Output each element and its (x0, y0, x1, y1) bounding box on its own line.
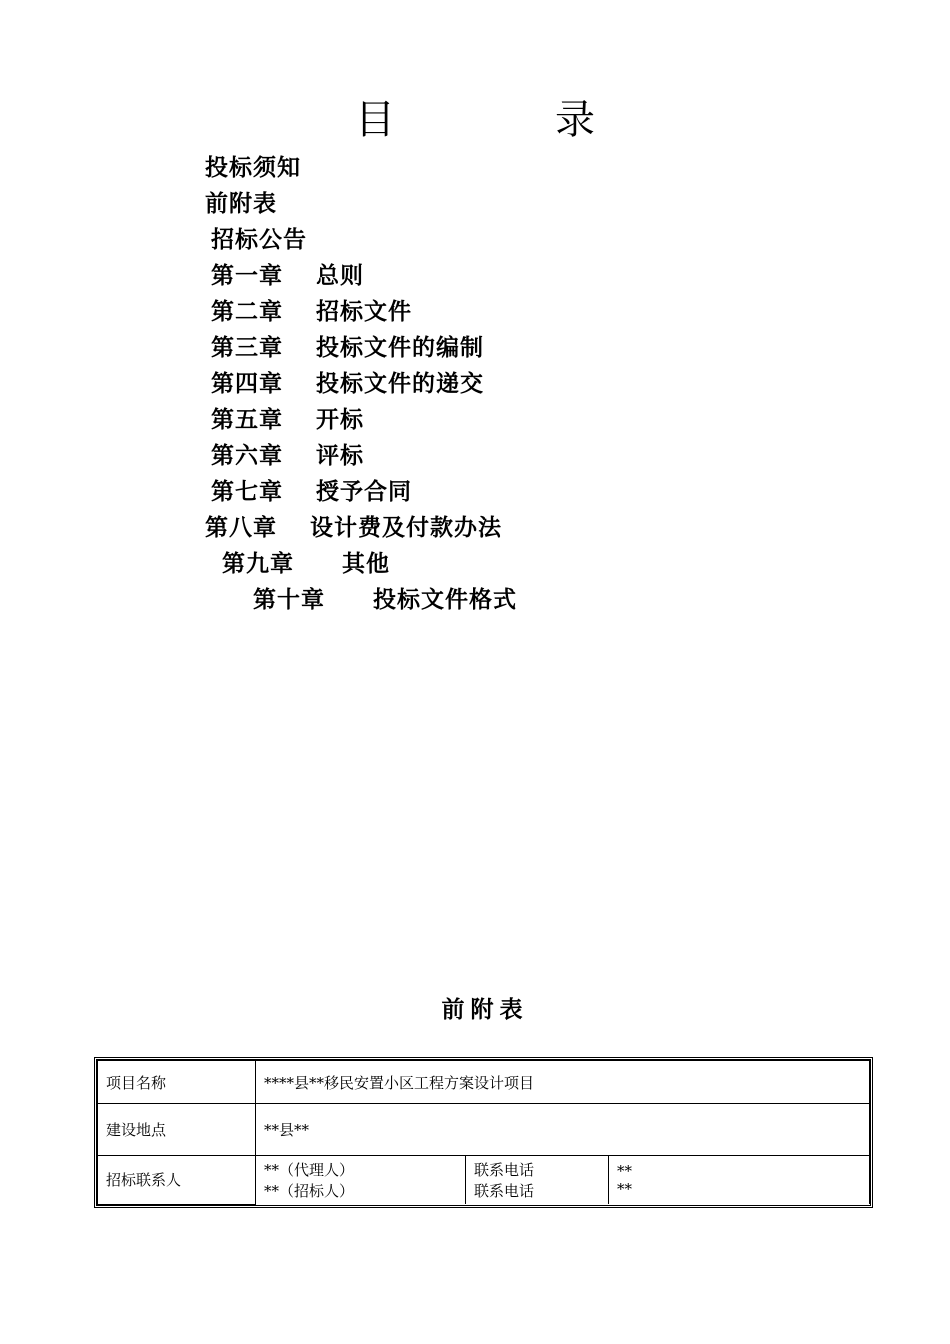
contact-agent: **（代理人） (256, 1156, 466, 1181)
toc-item-chapter-4[interactable]: 第四章 投标文件的递交 (211, 371, 485, 397)
toc-item-chapter-6[interactable]: 第六章 评标 (211, 443, 365, 469)
toc-item-chapter-3[interactable]: 第三章 投标文件的编制 (211, 335, 485, 361)
toc-title: 目 录 (355, 97, 655, 143)
contact-label: 招标联系人 (98, 1156, 256, 1205)
phone-value-tenderer: ** (609, 1180, 870, 1204)
toc-item-chapter-5[interactable]: 第五章 开标 (211, 407, 365, 433)
location-label: 建设地点 (98, 1104, 256, 1156)
toc-item-chapter-2[interactable]: 第二章 招标文件 (211, 299, 413, 325)
appendix-table (97, 1060, 870, 1205)
location-value: **县** (256, 1104, 870, 1156)
phone-value-agent: ** (609, 1156, 870, 1181)
toc-item-chapter-1[interactable]: 第一章 总则 (211, 263, 365, 289)
toc-item-bidder-instructions[interactable]: 投标须知 (205, 155, 301, 181)
table-row (98, 1061, 870, 1104)
toc-item-appendix[interactable]: 前附表 (205, 191, 277, 217)
project-name-label: 项目名称 (98, 1061, 256, 1104)
contact-tenderer: **（招标人） (256, 1180, 466, 1204)
appendix-title: 前附表 (441, 997, 529, 1023)
phone-label-agent: 联系电话 (466, 1156, 609, 1181)
table-row (98, 1104, 870, 1156)
toc-item-chapter-10[interactable]: 第十章 投标文件格式 (253, 587, 517, 613)
toc-item-chapter-8[interactable]: 第八章 设计费及付款办法 (205, 515, 503, 541)
toc-item-tender-notice[interactable]: 招标公告 (211, 227, 307, 253)
table-row (98, 1156, 870, 1181)
toc-item-chapter-9[interactable]: 第九章 其他 (222, 551, 390, 577)
toc-item-chapter-7[interactable]: 第七章 授予合同 (211, 479, 413, 505)
phone-label-tenderer: 联系电话 (466, 1180, 609, 1204)
project-name-value: ****县**移民安置小区工程方案设计项目 (256, 1061, 870, 1104)
